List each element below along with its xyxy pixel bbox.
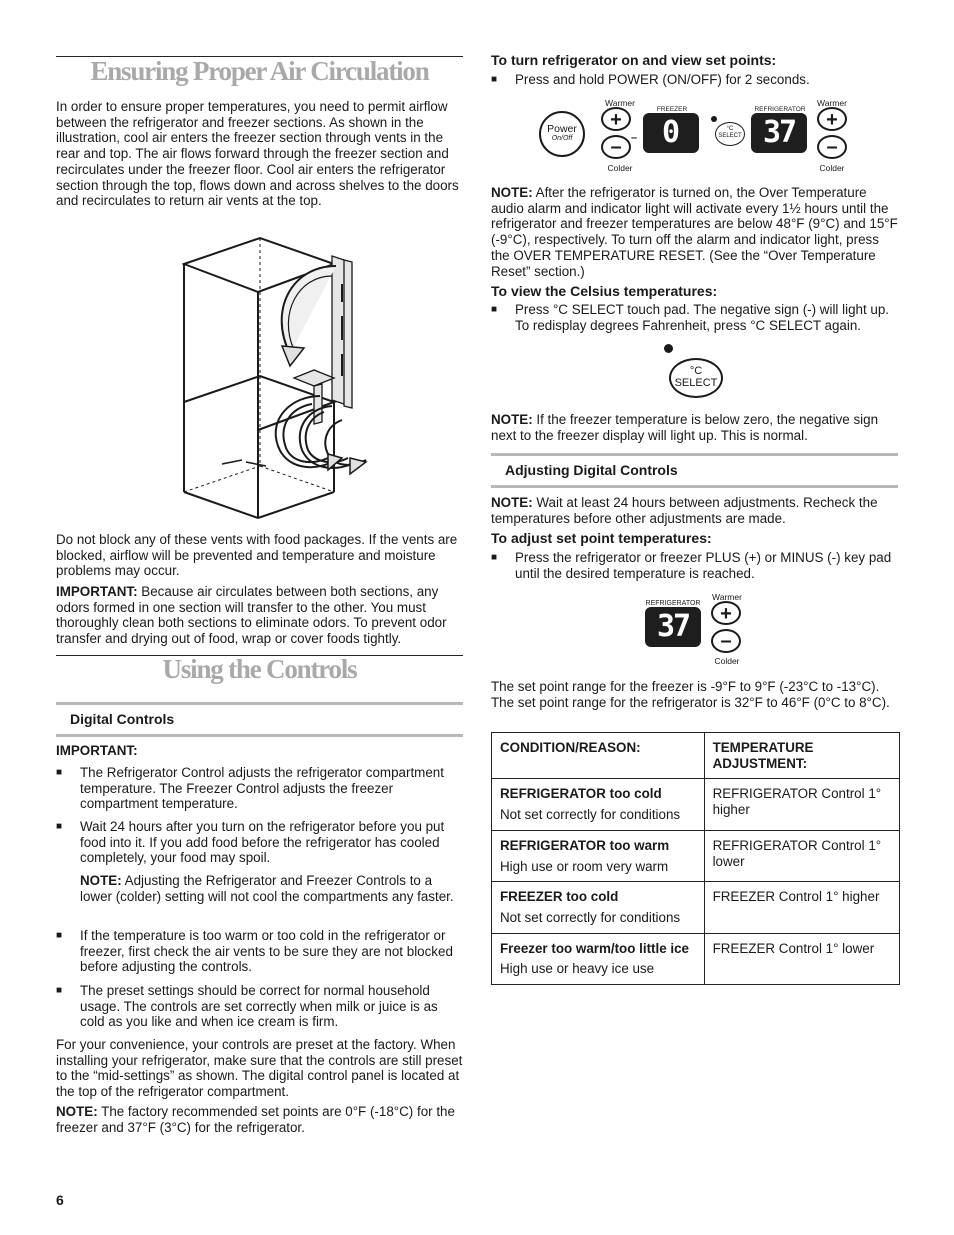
- adjustment-table: [491, 732, 900, 985]
- row-adjustment: FREEZER Control 1° higher: [704, 882, 899, 933]
- note-negative-sign: [491, 412, 899, 443]
- table-row: [492, 830, 900, 881]
- note-colder-setting: [80, 873, 463, 904]
- row-condition: FREEZER too cold: [500, 889, 619, 905]
- bullet-press-power: ■ Press and hold POWER (ON/OFF) for 2 seconds.: [491, 72, 899, 88]
- row-condition: REFRIGERATOR too cold: [500, 786, 662, 802]
- control-panel-illustration: [539, 96, 859, 174]
- refrigerator-adjust-display: 37: [645, 607, 701, 647]
- air-circulation-illustration: [182, 236, 394, 520]
- note-over-temperature: [491, 185, 899, 279]
- convenience-paragraph: For your convenience, your controls are preset at the factory. When installing your refrigerator, make sure that the controls are still preset to the “mid-settings” as shown. The digital control panel is located at the top of the refrigerator compartment.: [56, 1037, 463, 1100]
- bullet-check-vents: ■ If the temperature is too warm or too cold in the refrigerator or freezer, first check the air vents to be sure they are not blocked before adjusting the controls.: [56, 928, 463, 975]
- celsius-heading: To view the Celsius temperatures:: [491, 283, 718, 299]
- note3-label: NOTE:: [491, 495, 533, 510]
- important-odors-paragraph: [56, 584, 463, 647]
- row-reason: Not set correctly for conditions: [500, 909, 681, 925]
- refrigerator-colder-label: Colder: [819, 163, 845, 173]
- table-row: [492, 882, 900, 933]
- adjust-heading: To adjust set point temperatures:: [491, 530, 712, 546]
- adjust-warmer-label: Warmer: [712, 592, 742, 602]
- header-condition: CONDITION/REASON:: [492, 733, 705, 779]
- set-point-range-paragraph: The set point range for the freezer is -9°F to 9°F (-23°C to -13°C). The set point range for the refrigerator is 32°F to 46°F (0°C to 8°C).: [491, 679, 890, 710]
- adjust-plus-button[interactable]: +: [711, 601, 741, 625]
- refrigerator-plus-button[interactable]: +: [817, 107, 847, 131]
- celsius-select-button[interactable]: [715, 122, 745, 146]
- refrigerator-adjust-illustration: [643, 590, 753, 666]
- row-adjustment: REFRIGERATOR Control 1° higher: [704, 779, 899, 830]
- bullet-celsius-select: ■ Press °C SELECT touch pad. The negative sign (-) will light up. To redisplay degrees Fahrenheit, press °C SELECT again.: [491, 302, 899, 333]
- bullet-preset-settings: ■ The preset settings should be correct for normal household usage. The controls are set correctly when milk or juice is as cold as you like and when ice cream is firm.: [56, 983, 463, 1030]
- header-adjustment: TEMPERATURE ADJUSTMENT:: [704, 733, 899, 779]
- table-row: [492, 933, 900, 984]
- power-sub-label: On/Off: [551, 135, 573, 142]
- heading-air-circulation: Ensuring Proper Air Circulation: [90, 56, 429, 86]
- power-button[interactable]: [539, 111, 585, 157]
- table-row: [492, 779, 900, 830]
- page-number: 6: [56, 1192, 64, 1208]
- bullet-control-adjusts: ■ The Refrigerator Control adjusts the refrigerator compartment temperature. The Freezer Control adjusts the freezer compartment temperature.: [56, 765, 463, 812]
- bullet-press-plus-minus: ■ Press the refrigerator or freezer PLUS (+) or MINUS (-) key pad until the desired temperature is reached.: [491, 550, 899, 581]
- power-label: Power: [547, 123, 577, 135]
- freezer-minus-button[interactable]: –: [601, 135, 631, 159]
- celsius-select-pad[interactable]: [669, 358, 723, 398]
- note1-text: After the refrigerator is turned on, the Over Temperature audio alarm and indicator light will activate every 1½ hours until the refrigerator and freezer temperatures are below 48°F (9°C) and 15°F (-9°C), respectively. To turn off the alarm and indicator light, press the OVER TEMPERATURE RESET. (See the “Over Temperature Reset” section.): [491, 185, 898, 279]
- refrigerator-display: 37: [751, 113, 807, 153]
- freezer-display: 0: [643, 113, 699, 153]
- refrigerator-adjust-label: REFRIGERATOR: [645, 600, 701, 607]
- note-wait-adjustments: [491, 495, 899, 526]
- select-label: SELECT: [674, 377, 718, 389]
- row-reason: High use or heavy ice use: [500, 961, 655, 977]
- refrigerator-minus-button[interactable]: –: [817, 135, 847, 159]
- adjust-colder-label: Colder: [714, 656, 740, 666]
- adjusting-controls-label: Adjusting Digital Controls: [505, 462, 678, 478]
- note1-label: NOTE:: [491, 185, 533, 200]
- bullet-wait-24-hours: ■ Wait 24 hours after you turn on the refrigerator before you put food into it. If you add food before the refrigerator has cooled completely, your food may spoil.: [56, 819, 463, 866]
- row-condition: Freezer too warm/too little ice: [500, 940, 689, 956]
- adjustment-table-wrap: [491, 732, 900, 985]
- refrigerator-display-label: REFRIGERATOR: [754, 106, 806, 113]
- select-label-small: SELECT: [718, 133, 742, 139]
- celsius-label-small: °C: [726, 126, 734, 132]
- table-header-row: [492, 733, 900, 779]
- factory-note-label: NOTE:: [56, 1104, 98, 1119]
- row-reason: Not set correctly for conditions: [500, 807, 681, 823]
- factory-setpoints-note: [56, 1104, 463, 1135]
- adjust-minus-button[interactable]: –: [711, 629, 741, 653]
- celsius-indicator-light: [664, 344, 673, 353]
- celsius-indicator-dot: [711, 116, 717, 122]
- block-vents-paragraph: Do not block any of these vents with food packages. If the vents are blocked, airflow will be prevented and temperature and moisture problems may occur.: [56, 532, 458, 579]
- freezer-colder-label: Colder: [607, 163, 633, 173]
- subheading-digital-controls: [56, 702, 463, 737]
- row-condition: REFRIGERATOR too warm: [500, 837, 670, 853]
- digital-controls-label: Digital Controls: [70, 711, 175, 727]
- note-label: NOTE:: [80, 873, 122, 888]
- heading-using-controls: Using the Controls: [162, 654, 357, 684]
- row-adjustment: REFRIGERATOR Control 1° lower: [704, 830, 899, 881]
- factory-note-text: The factory recommended set points are 0°F (-18°C) for the freezer and 37°F (3°C) for the refrigerator.: [56, 1104, 455, 1135]
- note2-label: NOTE:: [491, 412, 533, 427]
- note-text: Adjusting the Refrigerator and Freezer Controls to a lower (colder) setting will not cool the compartments any faster.: [80, 873, 454, 904]
- freezer-display-label: FREEZER: [656, 106, 688, 113]
- turn-on-heading: To turn refrigerator on and view set points:: [491, 52, 777, 68]
- negative-sign-indicator: –: [631, 132, 638, 144]
- intro-paragraph: In order to ensure proper temperatures, you need to permit airflow between the refrigerator and freezer sections. As shown in the illustration, cool air enters the freezer section through vents in the rear and top. The air flows forward through the freezer section and recirculates under the freezer floor. Cool air enters the refrigerator section through the top, flows down and across shelves to the doors and recirculates to return air vents at the top.: [56, 99, 459, 209]
- freezer-warmer-label: Warmer: [605, 98, 635, 108]
- celsius-label: °C: [689, 365, 703, 377]
- important-heading: IMPORTANT:: [56, 743, 138, 758]
- important-text: Because air circulates between both sections, any odors formed in one section will transfer to the other. You must thoroughly clean both sections to eliminate odors. To prevent odor transfer and drying out of food, wrap or cover foods tightly.: [56, 584, 447, 647]
- note2-text: If the freezer temperature is below zero, the negative sign next to the freezer display will light up. This is normal.: [491, 412, 879, 443]
- row-adjustment: FREEZER Control 1° lower: [704, 933, 899, 984]
- refrigerator-warmer-label: Warmer: [817, 98, 847, 108]
- important-label: IMPORTANT:: [56, 584, 138, 599]
- freezer-plus-button[interactable]: +: [601, 107, 631, 131]
- note3-text: Wait at least 24 hours between adjustments. Recheck the temperatures before other adjustments are made.: [491, 495, 878, 526]
- row-reason: High use or room very warm: [500, 858, 669, 874]
- subheading-adjusting-controls: [491, 453, 898, 488]
